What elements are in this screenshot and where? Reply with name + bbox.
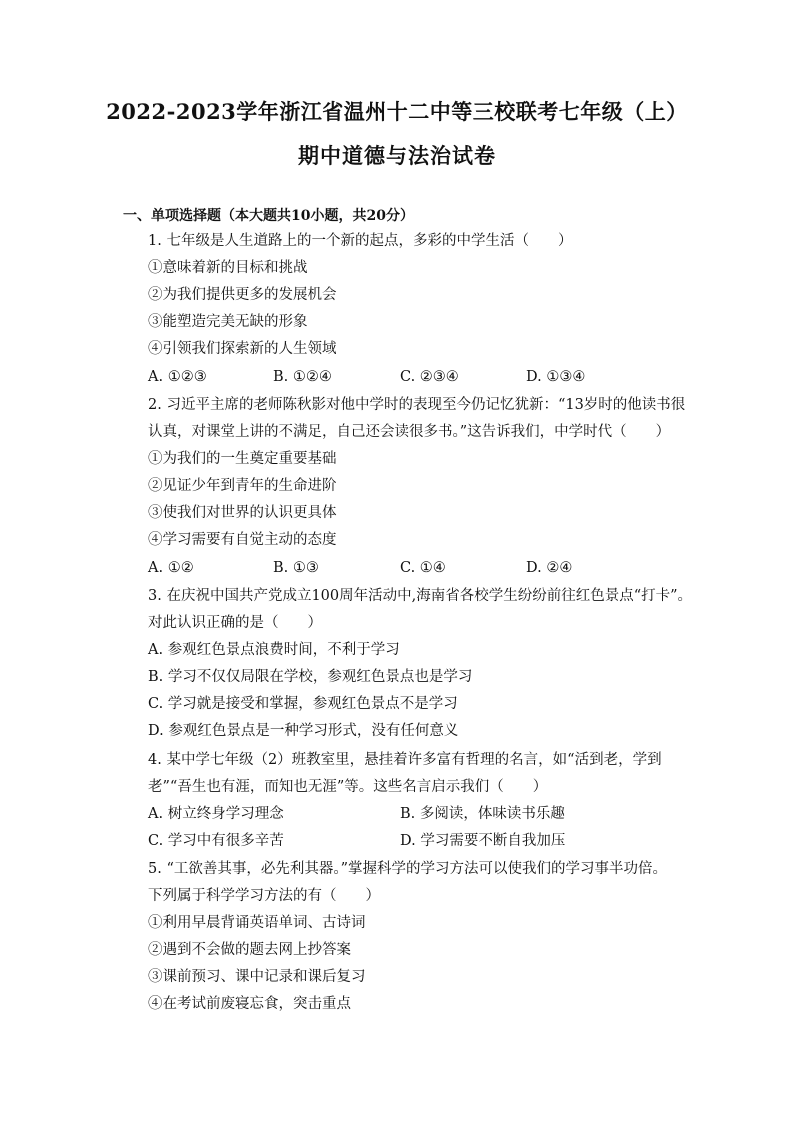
question-5-item-1: ①利用早晨背诵英语单词、古诗词 bbox=[148, 915, 366, 931]
question-3-option-b: B. 学习不仅仅局限在学校，参观红色景点也是学习 bbox=[148, 669, 473, 685]
question-1-item-4: ④引领我们探索新的人生领域 bbox=[148, 341, 337, 357]
question-5-item-4: ④在考试前废寝忘食，突击重点 bbox=[148, 996, 351, 1012]
question-1-item-1: ①意味着新的目标和挑战 bbox=[148, 260, 308, 276]
question-1-item-3: ③能塑造完美无缺的形象 bbox=[148, 314, 308, 330]
question-1-option-d: D. ①③④ bbox=[526, 369, 586, 385]
question-4-stem-line-2: 老”“吾生也有涯，而知也无涯”等。这些名言启示我们（ ） bbox=[148, 779, 548, 795]
question-5-item-3: ③课前预习、课中记录和课后复习 bbox=[148, 969, 366, 985]
question-4-stem-line-1: 4. 某中学七年级（2）班教室里，悬挂着许多富有哲理的名言，如“活到老，学到 bbox=[148, 752, 662, 768]
question-2-option-b: B. ①③ bbox=[273, 560, 319, 576]
question-4-option-a: A. 树立终身学习理念 bbox=[148, 806, 284, 822]
question-2-stem-line-2: 认真，对课堂上讲的不满足，自己还会读很多书。”这告诉我们，中学时代（ ） bbox=[148, 424, 671, 440]
question-1-option-a: A. ①②③ bbox=[148, 369, 207, 385]
section-heading: 一、单项选择题（本大题共10小题，共20分） bbox=[123, 208, 414, 224]
exam-title-line2: 期中道德与法治试卷 bbox=[298, 143, 496, 168]
exam-title-line1: 2022-2023学年浙江省温州十二中等三校联考七年级（上） bbox=[106, 99, 688, 124]
question-1-item-2: ②为我们提供更多的发展机会 bbox=[148, 287, 337, 303]
question-2-item-2: ②见证少年到青年的生命进阶 bbox=[148, 478, 337, 494]
question-4-option-b: B. 多阅读，体味读书乐趣 bbox=[400, 806, 565, 822]
question-3-option-c: C. 学习就是接受和掌握，参观红色景点不是学习 bbox=[148, 696, 458, 712]
question-2-item-1: ①为我们的一生奠定重要基础 bbox=[148, 451, 337, 467]
question-2-option-a: A. ①② bbox=[148, 560, 194, 576]
question-5-stem-line-2: 下列属于科学学习方法的有（ ） bbox=[148, 888, 380, 904]
question-1-option-b: B. ①②④ bbox=[273, 369, 332, 385]
question-3-option-a: A. 参观红色景点浪费时间，不利于学习 bbox=[148, 642, 400, 658]
question-2-item-4: ④学习需要有自觉主动的态度 bbox=[148, 532, 337, 548]
question-3-stem-line-1: 3. 在庆祝中国共产党成立100周年活动中,海南省各校学生纷纷前往红色景点“打卡”。 bbox=[148, 588, 693, 604]
question-4-option-c: C. 学习中有很多辛苦 bbox=[148, 833, 284, 849]
question-2-stem-line-1: 2. 习近平主席的老师陈秋影对他中学时的表现至今仍记忆犹新：“13岁时的他读书很 bbox=[148, 397, 686, 413]
question-5-stem-line-1: 5. “工欲善其事，必先利其器。”掌握科学的学习方法可以使我们的学习事半功倍。 bbox=[148, 861, 668, 877]
question-4-option-d: D. 学习需要不断自我加压 bbox=[400, 833, 566, 849]
question-5-item-2: ②遇到不会做的题去网上抄答案 bbox=[148, 942, 351, 958]
question-1-option-c: C. ②③④ bbox=[400, 369, 459, 385]
question-2-option-d: D. ②④ bbox=[526, 560, 573, 576]
question-3-stem-line-2: 对此认识正确的是（ ） bbox=[148, 615, 322, 631]
question-3-option-d: D. 参观红色景点是一种学习形式，没有任何意义 bbox=[148, 723, 459, 739]
question-2-option-c: C. ①④ bbox=[400, 560, 446, 576]
question-2-item-3: ③使我们对世界的认识更具体 bbox=[148, 505, 337, 521]
question-1-stem: 1. 七年级是人生道路上的一个新的起点，多彩的中学生活（ ） bbox=[148, 233, 573, 249]
